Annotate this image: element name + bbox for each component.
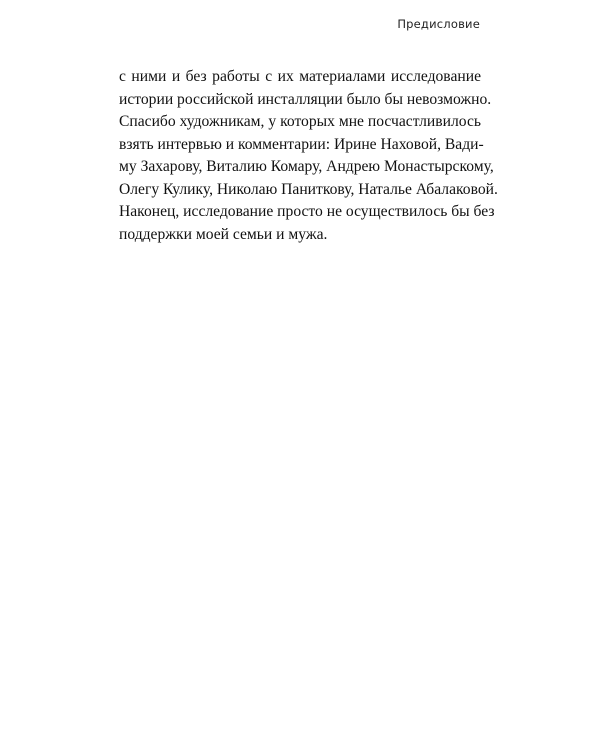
text-line: Олегу Кулику, Николаю Паниткову, Наталье Абалаковой.: [119, 180, 498, 198]
running-header: Предисловие: [397, 17, 480, 31]
body-paragraph: [119, 66, 498, 246]
text-line: с ними и без работы с их материалами исследование: [119, 68, 481, 85]
text-line: взять интервью и комментарии: Ирине Наховой, Вади-: [119, 135, 484, 153]
text-line: Спасибо художникам, у которых мне посчастливилось: [119, 113, 481, 130]
text-line: поддержки моей семьи и мужа.: [119, 225, 328, 243]
text-line: Наконец, исследование просто не осуществилось бы без: [119, 203, 495, 220]
text-line: истории российской инсталляции было бы невозможно.: [119, 90, 492, 108]
text-line: му Захарову, Виталию Комару, Андрею Монастырскому,: [119, 158, 494, 175]
